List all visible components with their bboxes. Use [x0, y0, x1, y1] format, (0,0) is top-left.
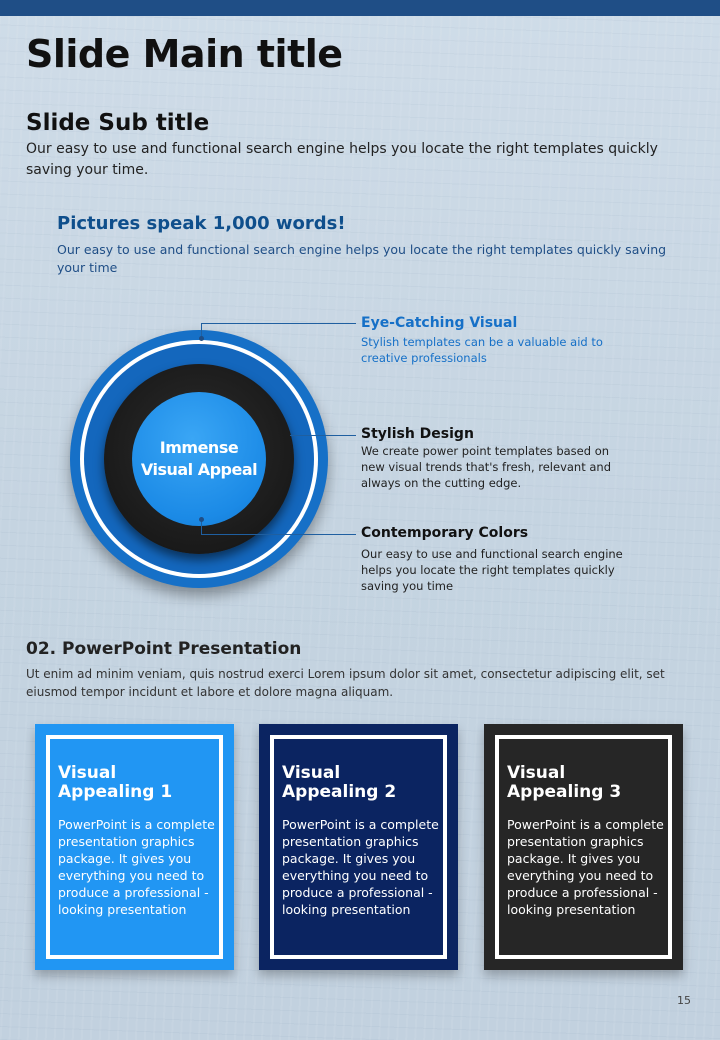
- feature-title-stylish-design: Stylish Design: [361, 426, 474, 442]
- presentation-description: Ut enim ad minim veniam, quis nostrud exerci Lorem ipsum dolor sit amet, consectetur adipiscing elit, set eiusmod tempor incidunt et labore et dolore magna aliquam.: [26, 667, 665, 699]
- leader-dot-1: [199, 336, 204, 341]
- circle-core: [132, 392, 266, 526]
- feature-desc-contemporary-colors: Our easy to use and functional search engine helps you locate the right templates quickly saving you time: [361, 547, 623, 593]
- leader-line-1: [201, 323, 356, 339]
- feature-title-contemporary-colors: Contemporary Colors: [361, 525, 529, 541]
- leader-line-3: [201, 520, 356, 535]
- top-bar: [0, 0, 720, 16]
- main-title: Slide Main title: [26, 32, 343, 76]
- card-body: PowerPoint is a complete presentation graphics package. It gives you everything you need to produce a professional - looking presentation: [507, 817, 664, 917]
- feature-desc-eye-catching: Stylish templates can be a valuable aid to creative professionals: [361, 335, 603, 365]
- card-title: Visual Appealing 3: [507, 763, 622, 802]
- leader-dot-3: [199, 517, 204, 522]
- pictures-heading: Pictures speak 1,000 words!: [57, 213, 346, 234]
- card-visual-appealing-3: [484, 724, 683, 970]
- circle-center-text: Immense Visual Appeal: [140, 438, 258, 479]
- feature-desc-stylish-design: We create power point templates based on new visual trends that's fresh, relevant and always on the cutting edge.: [361, 444, 612, 490]
- feature-title-eye-catching: Eye-Catching Visual: [361, 315, 518, 331]
- page-number: 15: [677, 994, 691, 1007]
- card-title: Visual Appealing 2: [282, 763, 397, 802]
- card-body: PowerPoint is a complete presentation graphics package. It gives you everything you need to produce a professional - looking presentation: [282, 817, 439, 917]
- concentric-circle-graphic: [70, 330, 328, 588]
- card-visual-appealing-1: [35, 724, 234, 970]
- leader-line-2: [290, 435, 356, 436]
- card-title: Visual Appealing 1: [58, 763, 173, 802]
- card-visual-appealing-2: [259, 724, 458, 970]
- presentation-heading: 02. PowerPoint Presentation: [26, 639, 302, 659]
- sub-title: Slide Sub title: [26, 110, 210, 136]
- card-body: PowerPoint is a complete presentation graphics package. It gives you everything you need to produce a professional - looking presentation: [58, 817, 215, 917]
- pictures-description: Our easy to use and functional search engine helps you locate the right templates quickly saving your time: [57, 242, 667, 275]
- sub-description: Our easy to use and functional search engine helps you locate the right templates quickly saving your time.: [26, 141, 658, 178]
